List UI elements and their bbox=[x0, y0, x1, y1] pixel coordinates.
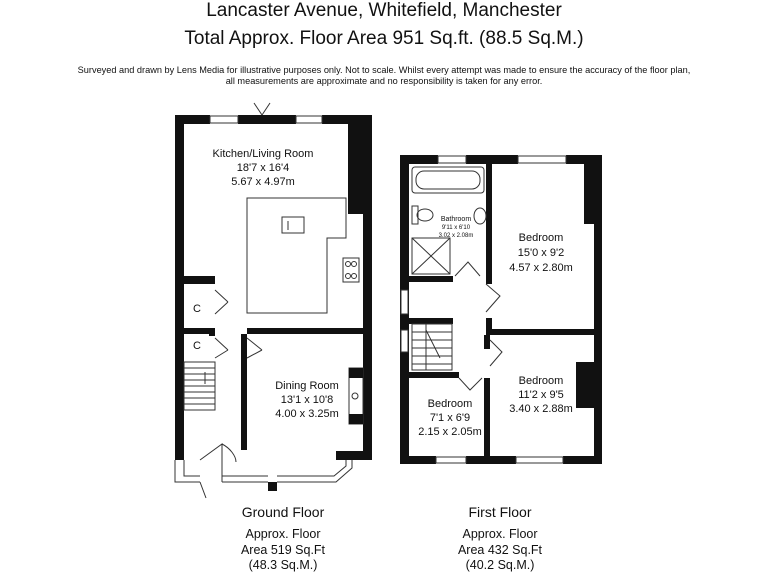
ff-chimney bbox=[576, 362, 594, 408]
gf-porch-door bbox=[222, 444, 236, 462]
ff-bath-door bbox=[455, 262, 480, 276]
gf-dining-door bbox=[247, 338, 262, 358]
gf-front-door bbox=[200, 444, 222, 498]
ground-floor-caption bbox=[203, 504, 363, 574]
ff-bed1-door bbox=[486, 284, 500, 312]
ff-wall-bottom-left bbox=[400, 456, 436, 464]
first-floor-area-3: (40.2 Sq.M.) bbox=[465, 558, 535, 572]
gf-wall-cupboard-top bbox=[184, 276, 215, 284]
bedroom1-name: Bedroom bbox=[518, 232, 564, 244]
gf-door-french-right bbox=[262, 103, 270, 115]
gf-wall-right bbox=[363, 214, 372, 460]
hob-ring-4 bbox=[352, 274, 357, 279]
gf-wall-bottom-right bbox=[336, 451, 372, 460]
disclaimer-line-2: all measurements are approximate and no responsibility is taken for any error. bbox=[225, 76, 543, 86]
ff-bath-inner bbox=[416, 171, 480, 189]
hob-ring-3 bbox=[346, 274, 351, 279]
ff-toilet bbox=[417, 209, 433, 221]
ff-wall-bottom-right bbox=[563, 456, 602, 464]
bedroom1-imperial: 15'0 x 9'2 bbox=[517, 247, 565, 259]
bedroom2-imperial: 11'2 x 9'5 bbox=[518, 389, 564, 401]
ff-wall-right bbox=[594, 224, 602, 464]
bedroom1-metric: 4.57 x 2.80m bbox=[509, 262, 573, 274]
ground-floor-area-1: Approx. Floor bbox=[245, 527, 321, 541]
gf-wall-top-left bbox=[175, 115, 210, 124]
ff-bed2-door bbox=[490, 340, 502, 366]
ff-wall-bed3-rightstub bbox=[484, 335, 490, 349]
kitchen-name: Kitchen/Living Room bbox=[212, 148, 314, 160]
ff-wall-bed3-right bbox=[484, 378, 490, 456]
disclaimer-line-1: Surveyed and drawn by Lens Media for illustrative purposes only. Not to scale. Whilst every attempt was made to ensure the accuracy of the floor plan, bbox=[77, 65, 691, 75]
ff-wall-top-left bbox=[400, 155, 438, 164]
bedroom2-metric: 3.40 x 2.88m bbox=[509, 403, 573, 415]
ff-wall-top-right bbox=[566, 155, 602, 164]
ff-wall-bed3-top bbox=[409, 372, 459, 378]
dining-name: Dining Room bbox=[275, 380, 339, 392]
ff-window-bottom-left bbox=[436, 457, 466, 463]
ff-wall-bath-right bbox=[486, 164, 492, 284]
gf-chimney-dark-top bbox=[349, 368, 363, 378]
ff-wall-bed1-bottom bbox=[486, 329, 594, 335]
first-floor-area-2: Area 432 Sq.Ft bbox=[457, 542, 543, 557]
gf-wall-divider bbox=[247, 328, 363, 334]
gf-wall-top-mid bbox=[238, 115, 296, 124]
gf-wall-top-right bbox=[322, 115, 372, 124]
ff-bed3-door bbox=[459, 378, 482, 390]
gf-window-top-right bbox=[296, 116, 322, 123]
gf-stairs bbox=[184, 362, 215, 410]
gf-wall-right-top bbox=[348, 124, 372, 214]
bathroom-metric: 3.02 x 2.08m bbox=[438, 233, 474, 239]
ground-floor-label: Ground Floor bbox=[241, 504, 325, 520]
cupboard-2-label: C bbox=[193, 340, 201, 352]
gf-bay-inner bbox=[184, 460, 346, 476]
ff-stairs bbox=[412, 324, 452, 370]
gf-bay-outline bbox=[175, 460, 352, 482]
ff-window-top-right bbox=[518, 156, 566, 163]
bedroom3-imperial: 7'1 x 6'9 bbox=[429, 412, 471, 424]
ff-window-side2 bbox=[401, 330, 408, 352]
ff-wall-right-top bbox=[584, 164, 602, 224]
ff-wall-bath-bottom bbox=[409, 276, 453, 282]
page-title: Lancaster Avenue, Whitefield, Manchester bbox=[206, 0, 562, 21]
dining-metric: 4.00 x 3.25m bbox=[275, 408, 339, 420]
ff-window-top-left bbox=[438, 156, 466, 163]
dining-imperial: 13'1 x 10'8 bbox=[280, 394, 334, 406]
gf-wall-left bbox=[175, 115, 184, 460]
gf-window-top-left bbox=[210, 116, 238, 123]
kitchen-metric: 5.67 x 4.97m bbox=[231, 176, 295, 188]
cupboard-1-label: C bbox=[193, 303, 201, 315]
kitchen-imperial: 18'7 x 16'4 bbox=[236, 162, 290, 174]
gf-door-french-left bbox=[254, 103, 262, 115]
kitchen-island bbox=[247, 198, 346, 313]
ff-basin bbox=[474, 208, 486, 224]
gf-wall-hall-right bbox=[209, 328, 215, 336]
ff-window-side bbox=[401, 290, 408, 314]
gf-chimney-dark-bottom bbox=[349, 414, 363, 424]
ground-floor-area-3: (48.3 Sq.M.) bbox=[248, 558, 318, 572]
first-floor-label: First Floor bbox=[468, 504, 532, 520]
bedroom3-metric: 2.15 x 2.05m bbox=[418, 426, 482, 438]
ff-wall-top-mid bbox=[466, 155, 518, 164]
gf-cupboard1-door bbox=[215, 290, 228, 314]
kitchen-hob bbox=[343, 258, 359, 282]
hob-ring-2 bbox=[352, 262, 357, 267]
gf-wall-dining-left bbox=[241, 334, 247, 450]
total-floor-area: Total Approx. Floor Area 951 Sq.ft. (88.5 Sq.M.) bbox=[184, 28, 584, 49]
first-floor-area-1: Approx. Floor bbox=[462, 527, 538, 541]
bedroom2-name: Bedroom bbox=[518, 375, 564, 387]
first-floor-caption bbox=[420, 504, 580, 574]
gf-cupboard2-door bbox=[215, 338, 228, 358]
bedroom3-name: Bedroom bbox=[427, 398, 473, 410]
gf-wall-bottom-mid bbox=[268, 482, 277, 491]
ff-window-bottom-right bbox=[516, 457, 563, 463]
ff-wall-landing bbox=[409, 318, 453, 324]
hob-ring-1 bbox=[346, 262, 351, 267]
ground-floor-area-2: Area 519 Sq.Ft bbox=[240, 542, 326, 557]
ff-wall-bed1-door bbox=[486, 318, 492, 335]
ff-wall-bottom-mid bbox=[466, 456, 516, 464]
bathroom-imperial: 9'11 x 6'10 bbox=[441, 225, 471, 231]
bathroom-name: Bathroom bbox=[440, 216, 472, 223]
